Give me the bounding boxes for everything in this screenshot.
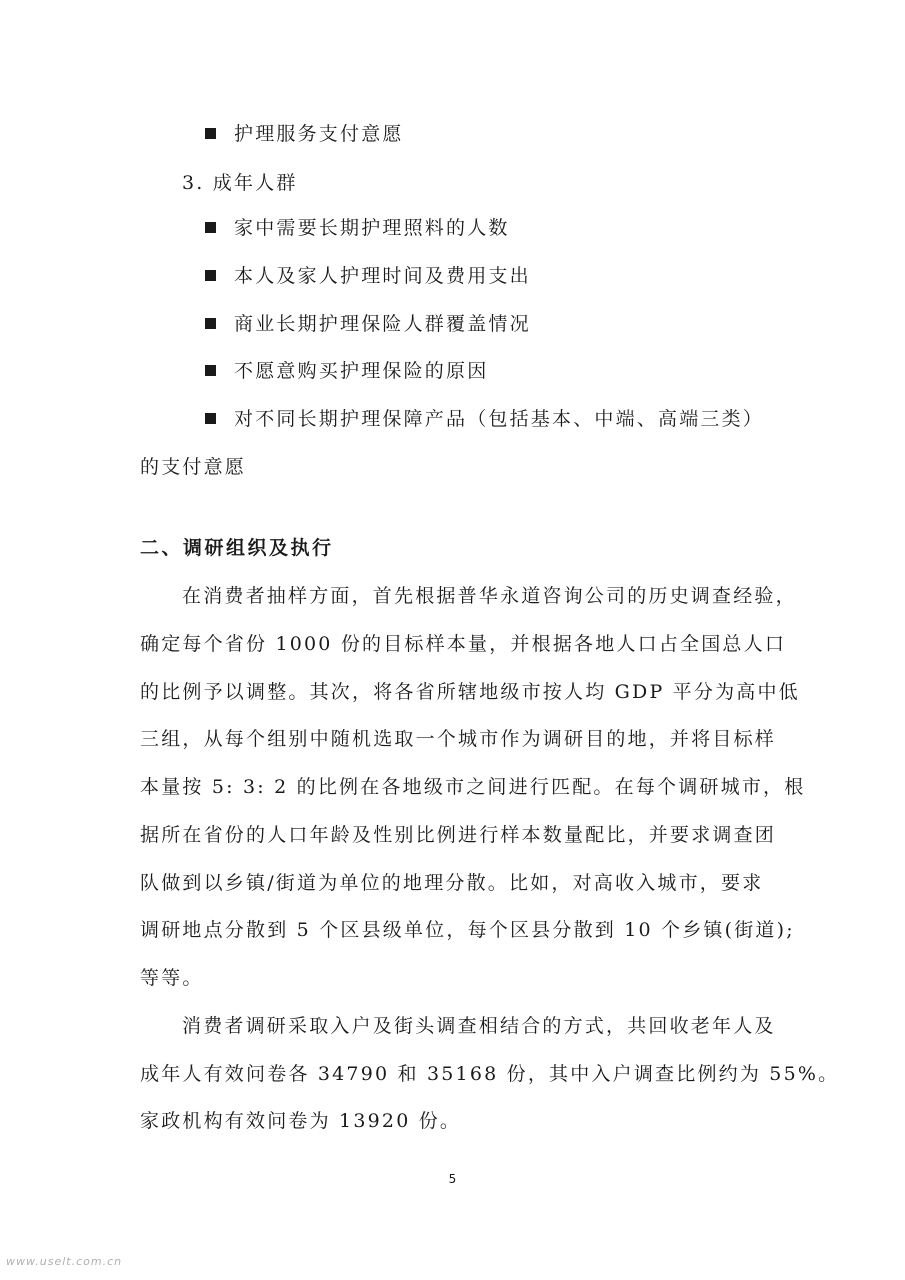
bullet-item-continuation: 的支付意愿 bbox=[140, 456, 247, 478]
bullet-item-text: 不愿意购买护理保险的原因 bbox=[234, 360, 489, 382]
paragraph-line: 队做到以乡镇/街道为单位的地理分散。比如，对高收入城市，要求 bbox=[140, 872, 764, 894]
page-number: 5 bbox=[448, 1172, 457, 1186]
square-bullet-icon bbox=[205, 413, 216, 424]
section-label: 成年人群 bbox=[212, 172, 298, 194]
bullet-item bbox=[205, 312, 531, 336]
paragraph-line: 家政机构有效问卷为 13920 份。 bbox=[140, 1110, 462, 1132]
paragraph-line: 成年人有效问卷各 34790 和 35168 份，其中入户调查比例约为 55%。 bbox=[140, 1063, 840, 1085]
numbered-heading bbox=[182, 171, 298, 195]
paragraph-line: 在消费者抽样方面，首先根据普华永道咨询公司的历史调查经验， bbox=[182, 585, 797, 607]
paragraph-line: 据所在省份的人口年龄及性别比例进行样本数量配比，并要求调查团 bbox=[140, 824, 777, 846]
bullet-item-text: 护理服务支付意愿 bbox=[234, 123, 404, 145]
bullet-item-text: 家中需要长期护理照料的人数 bbox=[234, 217, 510, 239]
paragraph-line: 等等。 bbox=[140, 967, 204, 989]
bullet-item bbox=[205, 359, 488, 383]
paragraph-line: 消费者调研采取入户及街头调查相结合的方式，共回收老年人及 bbox=[182, 1015, 776, 1037]
square-bullet-icon bbox=[205, 270, 216, 281]
bullet-item bbox=[205, 407, 764, 431]
paragraph-line: 的比例予以调整。其次，将各省所辖地级市按人均 GDP 平分为高中低 bbox=[140, 681, 800, 703]
paragraph-line: 三组，从每个组别中随机选取一个城市作为调研目的地，并将目标样 bbox=[140, 728, 777, 750]
paragraph-line: 本量按 5: 3: 2 的比例在各地级市之间进行匹配。在每个调研城市，根 bbox=[140, 776, 806, 798]
section-heading: 二、调研组织及执行 bbox=[140, 537, 334, 559]
bullet-item bbox=[205, 122, 404, 146]
bullet-item-text: 本人及家人护理时间及费用支出 bbox=[234, 265, 531, 287]
bullet-item-text: 商业长期护理保险人群覆盖情况 bbox=[234, 313, 531, 335]
paragraph-line: 调研地点分散到 5 个区县级单位，每个区县分散到 10 个乡镇(街道); bbox=[140, 919, 795, 941]
paragraph-line: 确定每个省份 1000 份的目标样本量，并根据各地人口占全国总人口 bbox=[140, 633, 787, 655]
section-number: 3. bbox=[182, 172, 205, 194]
square-bullet-icon bbox=[205, 365, 216, 376]
square-bullet-icon bbox=[205, 128, 216, 139]
square-bullet-icon bbox=[205, 222, 216, 233]
bullet-item bbox=[205, 264, 531, 288]
bullet-item bbox=[205, 216, 510, 240]
square-bullet-icon bbox=[205, 318, 216, 329]
bullet-item-text: 对不同长期护理保障产品（包括基本、中端、高端三类） bbox=[234, 408, 765, 430]
watermark: www.uselt.com.cn bbox=[6, 1255, 123, 1268]
